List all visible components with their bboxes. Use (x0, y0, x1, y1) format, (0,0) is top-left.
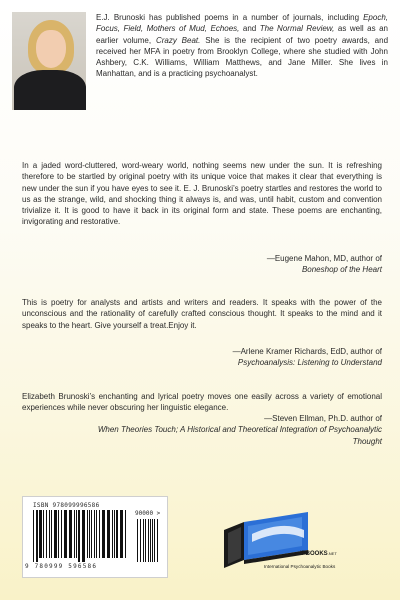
barcode-bar (69, 510, 72, 558)
author-face (36, 30, 66, 68)
barcode-bar (112, 510, 113, 558)
testimonial-1-attribution (82, 253, 382, 276)
ean-barcode-bars (33, 510, 129, 562)
barcode-bar (140, 519, 141, 562)
barcode-bar (54, 510, 57, 558)
testimonial-3-author: —Steven Ellman, Ph.D. author of (264, 414, 382, 423)
barcode-bar (145, 519, 146, 562)
barcode-bar (46, 510, 47, 558)
barcode-bar (154, 519, 155, 562)
publisher-name: IPBOOKS.NET (300, 551, 337, 557)
barcode-bar (91, 510, 92, 558)
barcode-bar (116, 510, 118, 558)
barcode-bar (102, 510, 105, 558)
barcode-bar (49, 510, 50, 558)
isbn-barcode (22, 496, 168, 578)
barcode-bar (94, 510, 95, 558)
addon-barcode-bars (137, 519, 161, 562)
author-photo (12, 12, 86, 110)
isbn-label: ISBN 978099996586 (33, 502, 100, 509)
author-bio: E.J. Brunoski has published poems in a number of journals, including Epoch, Focus, Field, Mothers of Mud, Echoes, and The Normal Review, as well as an earlier volume, Crazy Beat. She is the recipient of two poetry awards, and received her MFA in poetry from Brooklyn College, where she studied with John Ashbery, C.K. Williams, William Matthews, and Jane Miller. She lives in Manhattan, and is a practicing psychoanalyst. (96, 13, 389, 79)
testimonial-1-text: In a jaded word-cluttered, word-weary world, nothing seems new under the sun. It is refreshing therefore to be startled by original poetry with its unique voice that makes it clear that everything is new under the sun if you have eyes to see it. E. J. Brunoski’s poetry startles and restores the world to us as the strange, wild, and shocking thing it always is, and was, until habit, custom and convention trivialize it. It is good to have it back in its original form and state. These poems are enchanting, invigorating and restorative. (22, 161, 382, 227)
barcode-bar (36, 510, 38, 562)
publisher-logo-icon (222, 500, 310, 572)
barcode-bar (89, 510, 90, 558)
barcode-bar (143, 519, 144, 562)
testimonial-1-author: —Eugene Mahon, MD, author of (266, 254, 382, 263)
barcode-bar (43, 510, 44, 558)
barcode-bar (64, 510, 67, 558)
barcode-bar (148, 519, 149, 562)
testimonial-2-attribution (82, 346, 382, 369)
barcode-bar (157, 519, 158, 562)
barcode-bar (114, 510, 115, 558)
barcode-bar (152, 519, 153, 562)
testimonial-2-author: —Arlene Kramer Richards, EdD, author of (232, 347, 382, 356)
barcode-bar (61, 510, 62, 558)
barcode-bar (74, 510, 75, 558)
barcode-bar (39, 510, 42, 558)
testimonial-2-work: Psychoanalysis: Listening to Understand (237, 358, 382, 368)
barcode-bar (33, 510, 34, 562)
testimonial-2-text: This is poetry for analysts and artists and writers and readers. It speaks with the power of the unconscious and the rationality of carefully crafted conscious thought. It speaks to the mind and it speaks to the heart. Give yourself a treat.Enjoy it. (22, 298, 382, 330)
barcode-bar (125, 510, 126, 558)
barcode-bar (78, 510, 80, 562)
barcode-addon-code: 90000 > (135, 510, 161, 517)
barcode-bar (87, 510, 88, 558)
barcode-bar (120, 510, 123, 558)
barcode-bar (58, 510, 59, 558)
barcode-bar (51, 510, 52, 558)
barcode-bar (96, 510, 97, 558)
testimonial-3-work: When Theories Touch; A Historical and Theoretical Integration of Psychoanalytic Thought (97, 425, 382, 446)
barcode-bar (99, 510, 100, 558)
testimonial-1-work: Boneshop of the Heart (301, 265, 382, 275)
barcode-bar (150, 519, 151, 562)
testimonial-3-attribution (82, 413, 382, 447)
testimonial-3-text: Elizabeth Brunoski’s enchanting and lyrical poetry moves one easily across a variety of emotional experiences while never obscuring her linguistic elegance. (22, 392, 382, 413)
barcode-bar (107, 510, 110, 558)
barcode-bar (137, 519, 138, 562)
author-body (14, 70, 86, 110)
barcode-bar (76, 510, 77, 558)
barcode-bar (82, 510, 85, 562)
ean-digits: 9 780999 596586 (25, 563, 98, 570)
publisher-subtitle: International Psychoanalytic Books (264, 564, 336, 569)
